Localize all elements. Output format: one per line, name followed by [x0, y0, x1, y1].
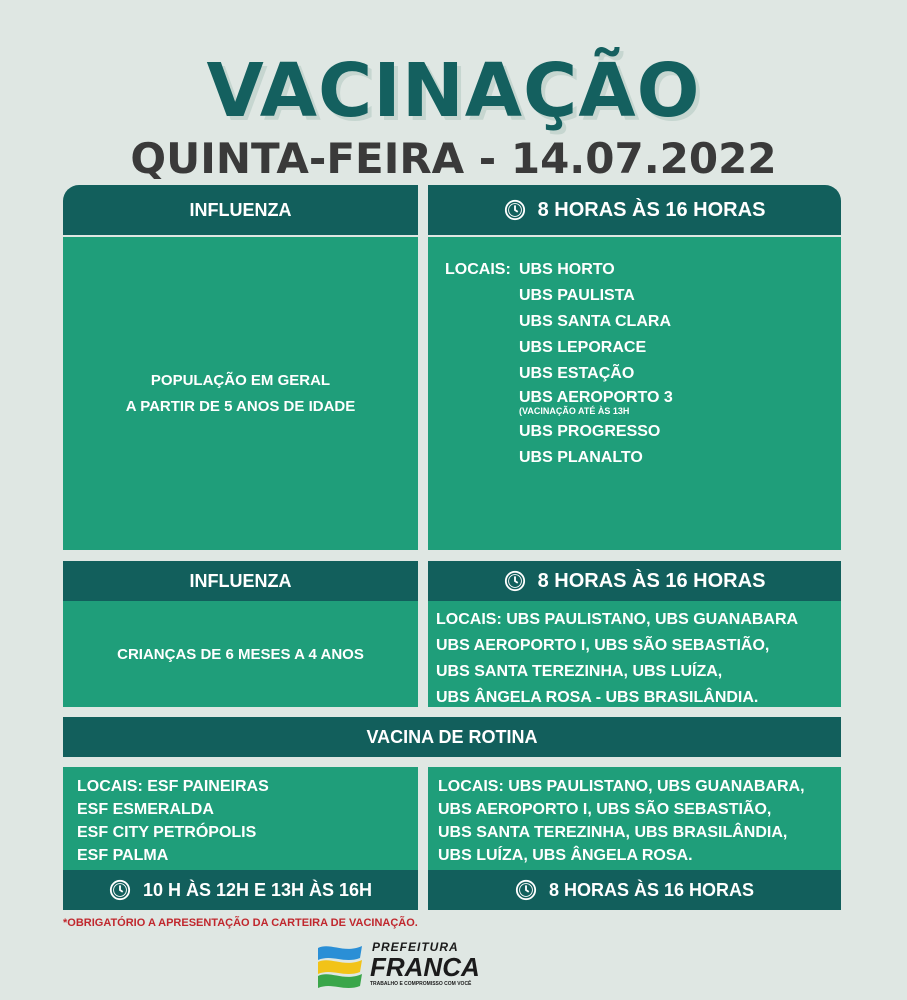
section3-right-hours-text: 8 HORAS ÀS 16 HORAS — [548, 879, 755, 900]
logo-main-text: FRANCA — [370, 952, 480, 982]
location-item: UBS PLANALTO — [519, 449, 643, 466]
section1-locais-label: LOCAIS: — [445, 261, 511, 278]
section3-title: VACINA DE ROTINA — [366, 726, 538, 747]
location-item: UBS SANTA CLARA — [519, 313, 671, 330]
clock-icon — [109, 879, 131, 901]
section1-hours-header — [428, 185, 841, 235]
aeroporto-note: (VACINAÇÃO ATÉ ÀS 13H — [519, 406, 630, 416]
section3-left-hours-text: 10 H ÀS 12H E 13H ÀS 16H — [142, 879, 373, 900]
section3-right-locations — [428, 767, 841, 870]
logo-tagline: TRABALHO E COMPROMISSO COM VOCÊ — [370, 981, 472, 987]
section2-locations — [428, 601, 841, 707]
section3-right-hours — [428, 870, 841, 910]
clock-icon — [504, 570, 526, 592]
section1-hours: 8 HORAS ÀS 16 HORAS — [537, 198, 766, 221]
section3-right-line-2: UBS AEROPORTO I, UBS SÃO SEBASTIÃO, — [438, 801, 772, 818]
logo-top-text: PREFEITURA — [372, 940, 459, 954]
section1-audience-line2: A PARTIR DE 5 ANOS DE IDADE — [125, 397, 356, 415]
prefeitura-logo — [314, 940, 484, 992]
section3-left-line-2: ESF ESMERALDA — [77, 801, 214, 818]
section3-right-line-1: LOCAIS: UBS PAULISTANO, UBS GUANABARA, — [438, 778, 805, 795]
section3-left-line-1: LOCAIS: ESF PAINEIRAS — [77, 778, 269, 795]
section2-hours-header — [428, 561, 841, 601]
section2-audience-text: CRIANÇAS DE 6 MESES A 4 ANOS — [117, 645, 364, 663]
section3-left-line-3: ESF CITY PETRÓPOLIS — [77, 824, 257, 841]
location-item: UBS LEPORACE — [519, 339, 647, 356]
section3-left-hours — [63, 870, 418, 910]
section3-title-bar — [63, 717, 841, 757]
section2-line-2: UBS AEROPORTO I, UBS SÃO SEBASTIÃO, — [436, 637, 770, 654]
section1-locations — [428, 237, 841, 550]
location-item: UBS ESTAÇÃO — [519, 365, 635, 382]
section1-audience-line1: POPULAÇÃO EM GERAL — [150, 371, 331, 389]
section2-line-1: LOCAIS: UBS PAULISTANO, UBS GUANABARA — [436, 611, 799, 628]
section2-line-3: UBS SANTA TEREZINHA, UBS LUÍZA, — [436, 663, 723, 680]
section3-right-line-4: UBS LUÍZA, UBS ÂNGELA ROSA. — [438, 847, 693, 864]
section1-location-list — [519, 257, 673, 471]
footer-note: *OBRIGATÓRIO A APRESENTAÇÃO DA CARTEIRA DE VACINAÇÃO. — [63, 917, 418, 929]
section3-right-line-3: UBS SANTA TEREZINHA, UBS BRASILÂNDIA, — [438, 824, 788, 841]
location-item: UBS AEROPORTO 3 — [519, 389, 673, 406]
clock-icon — [504, 199, 526, 221]
section2-audience — [63, 601, 418, 707]
section1-vaccine: INFLUENZA — [189, 199, 292, 220]
section2-hours: 8 HORAS ÀS 16 HORAS — [537, 569, 766, 592]
section3-left-line-4: ESF PALMA — [77, 847, 169, 864]
section3-left-locations — [63, 767, 418, 870]
section2-vaccine: INFLUENZA — [189, 570, 292, 591]
location-item: UBS HORTO — [519, 261, 615, 278]
franca-flag-icon — [314, 942, 366, 990]
section2-line-4: UBS ÂNGELA ROSA - UBS BRASILÂNDIA. — [436, 689, 759, 706]
page-subtitle: QUINTA-FEIRA - 14.07.2022 — [130, 134, 777, 183]
clock-icon — [515, 879, 537, 901]
page-title: VACINAÇÃO — [206, 48, 701, 134]
location-item: UBS PROGRESSO — [519, 423, 661, 440]
section2-vaccine-header — [63, 561, 418, 601]
section1-vaccine-header — [63, 185, 418, 235]
location-item: UBS PAULISTA — [519, 287, 635, 304]
section1-audience — [63, 237, 418, 550]
